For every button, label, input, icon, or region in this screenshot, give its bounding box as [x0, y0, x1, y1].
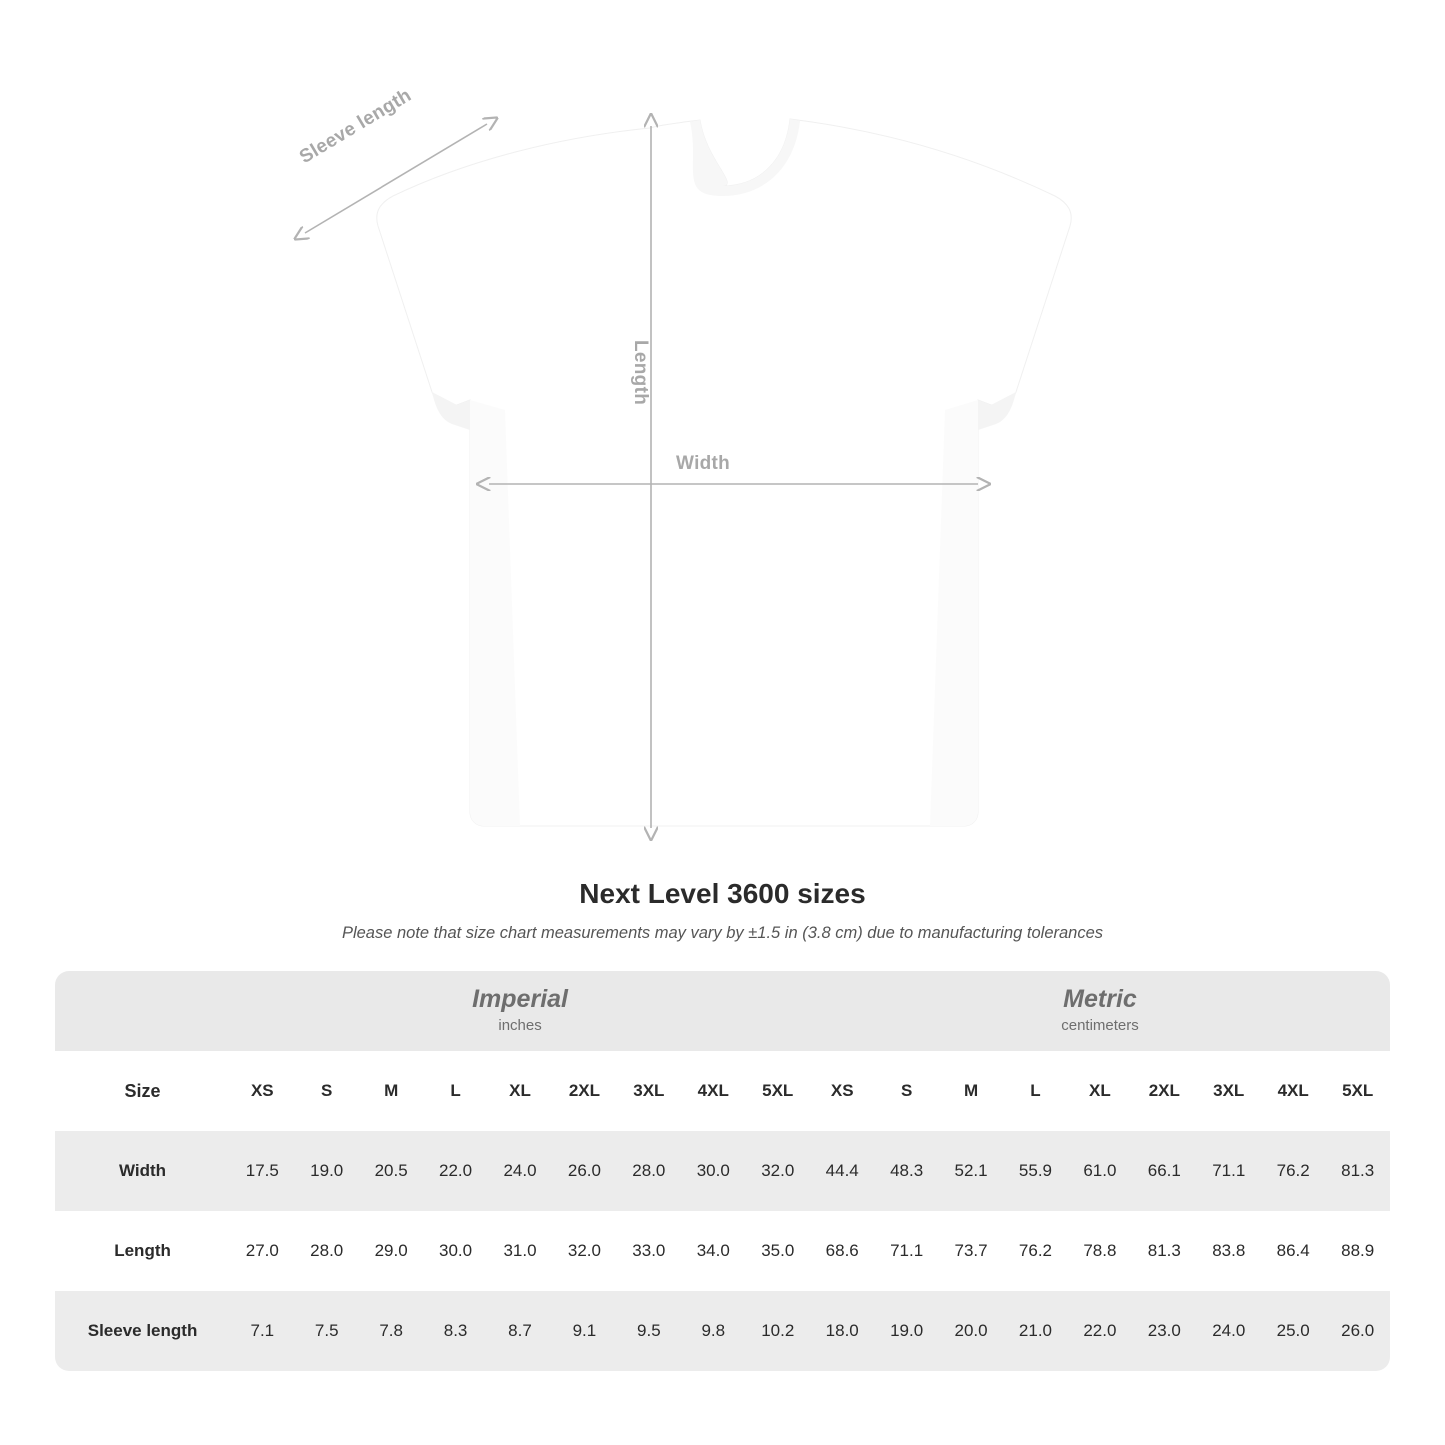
size-header-cell: XL — [488, 1051, 552, 1131]
length-label: Length — [630, 340, 651, 406]
size-header-cell: 3XL — [1197, 1051, 1261, 1131]
cell-sleeve-cm: 25.0 — [1261, 1291, 1325, 1371]
cell-width-cm: 61.0 — [1068, 1131, 1132, 1211]
cell-width-cm: 44.4 — [810, 1131, 874, 1211]
cell-length-cm: 73.7 — [939, 1211, 1003, 1291]
cell-sleeve-cm: 19.0 — [874, 1291, 938, 1371]
cell-sleeve-in: 9.5 — [617, 1291, 681, 1371]
cell-sleeve-cm: 20.0 — [939, 1291, 1003, 1371]
size-header-cell: 3XL — [617, 1051, 681, 1131]
row-label-width: Width — [55, 1131, 230, 1211]
size-header-cell: L — [1003, 1051, 1067, 1131]
size-header-cell: S — [874, 1051, 938, 1131]
size-header-cell: 5XL — [745, 1051, 810, 1131]
unit-header-spacer — [55, 971, 230, 1051]
cell-sleeve-cm: 22.0 — [1068, 1291, 1132, 1371]
size-header-cell: M — [939, 1051, 1003, 1131]
cell-sleeve-cm: 26.0 — [1325, 1291, 1390, 1371]
cell-length-in: 27.0 — [230, 1211, 294, 1291]
unit-name-metric: Metric — [1063, 985, 1137, 1014]
size-header-cell: XS — [810, 1051, 874, 1131]
size-header-cell: L — [423, 1051, 487, 1131]
tolerance-note: Please note that size chart measurements may vary by ±1.5 in (3.8 cm) due to manufacturing tolerances — [341, 924, 1104, 942]
cell-sleeve-in: 9.8 — [681, 1291, 745, 1371]
row-label-length: Length — [55, 1211, 230, 1291]
size-header-cell: XL — [1068, 1051, 1132, 1131]
cell-width-in: 20.5 — [359, 1131, 423, 1211]
cell-width-cm: 48.3 — [874, 1131, 938, 1211]
cell-sleeve-in: 10.2 — [745, 1291, 810, 1371]
cell-sleeve-cm: 21.0 — [1003, 1291, 1067, 1371]
cell-width-in: 24.0 — [488, 1131, 552, 1211]
row-label-sleeve-length: Sleeve length — [55, 1291, 230, 1371]
unit-sub-imperial: inches — [498, 1017, 542, 1035]
cell-sleeve-cm: 18.0 — [810, 1291, 874, 1371]
cell-length-in: 30.0 — [423, 1211, 487, 1291]
size-header-cell: 2XL — [552, 1051, 616, 1131]
cell-sleeve-in: 8.3 — [423, 1291, 487, 1371]
cell-length-cm: 71.1 — [874, 1211, 938, 1291]
table-row — [55, 1211, 1390, 1291]
cell-length-cm: 88.9 — [1325, 1211, 1390, 1291]
table-row — [55, 1131, 1390, 1211]
cell-length-in: 28.0 — [295, 1211, 359, 1291]
cell-width-in: 32.0 — [745, 1131, 810, 1211]
cell-sleeve-cm: 23.0 — [1132, 1291, 1196, 1371]
unit-name-imperial: Imperial — [472, 985, 568, 1014]
cell-length-cm: 68.6 — [810, 1211, 874, 1291]
cell-width-in: 22.0 — [423, 1131, 487, 1211]
page-title: Next Level 3600 sizes — [579, 878, 866, 909]
cell-sleeve-cm: 24.0 — [1197, 1291, 1261, 1371]
unit-header-metric — [810, 971, 1390, 1051]
size-table-wrapper — [55, 971, 1390, 1371]
cell-length-cm: 78.8 — [1068, 1211, 1132, 1291]
size-header-label: Size — [55, 1051, 230, 1131]
size-header-row — [55, 1051, 1390, 1131]
title-block — [0, 878, 1445, 943]
cell-length-in: 35.0 — [745, 1211, 810, 1291]
size-header-cell: 2XL — [1132, 1051, 1196, 1131]
table-row — [55, 1291, 1390, 1371]
size-header-cell: S — [295, 1051, 359, 1131]
sleeve-length-label: Sleeve length — [296, 84, 416, 169]
cell-sleeve-in: 7.8 — [359, 1291, 423, 1371]
cell-length-cm: 76.2 — [1003, 1211, 1067, 1291]
cell-sleeve-in: 7.5 — [295, 1291, 359, 1371]
size-header-cell: 4XL — [1261, 1051, 1325, 1131]
cell-length-in: 33.0 — [617, 1211, 681, 1291]
cell-width-in: 26.0 — [552, 1131, 616, 1211]
cell-width-in: 17.5 — [230, 1131, 294, 1211]
cell-sleeve-in: 8.7 — [488, 1291, 552, 1371]
cell-width-in: 28.0 — [617, 1131, 681, 1211]
size-header-cell: M — [359, 1051, 423, 1131]
cell-sleeve-in: 9.1 — [552, 1291, 616, 1371]
unit-header-imperial — [230, 971, 810, 1051]
cell-sleeve-in: 7.1 — [230, 1291, 294, 1371]
cell-length-in: 31.0 — [488, 1211, 552, 1291]
size-table — [55, 971, 1390, 1371]
cell-width-cm: 71.1 — [1197, 1131, 1261, 1211]
size-header-cell: XS — [230, 1051, 294, 1131]
cell-length-in: 29.0 — [359, 1211, 423, 1291]
size-header-cell: 4XL — [681, 1051, 745, 1131]
cell-width-in: 19.0 — [295, 1131, 359, 1211]
cell-width-cm: 55.9 — [1003, 1131, 1067, 1211]
size-header-cell: 5XL — [1325, 1051, 1390, 1131]
cell-length-in: 34.0 — [681, 1211, 745, 1291]
cell-width-cm: 76.2 — [1261, 1131, 1325, 1211]
cell-width-cm: 52.1 — [939, 1131, 1003, 1211]
cell-length-in: 32.0 — [552, 1211, 616, 1291]
cell-width-cm: 81.3 — [1325, 1131, 1390, 1211]
cell-length-cm: 83.8 — [1197, 1211, 1261, 1291]
unit-header-row — [55, 971, 1390, 1051]
cell-width-cm: 66.1 — [1132, 1131, 1196, 1211]
unit-sub-metric: centimeters — [1061, 1017, 1139, 1035]
cell-width-in: 30.0 — [681, 1131, 745, 1211]
width-label: Width — [676, 453, 731, 474]
cell-length-cm: 81.3 — [1132, 1211, 1196, 1291]
cell-length-cm: 86.4 — [1261, 1211, 1325, 1291]
